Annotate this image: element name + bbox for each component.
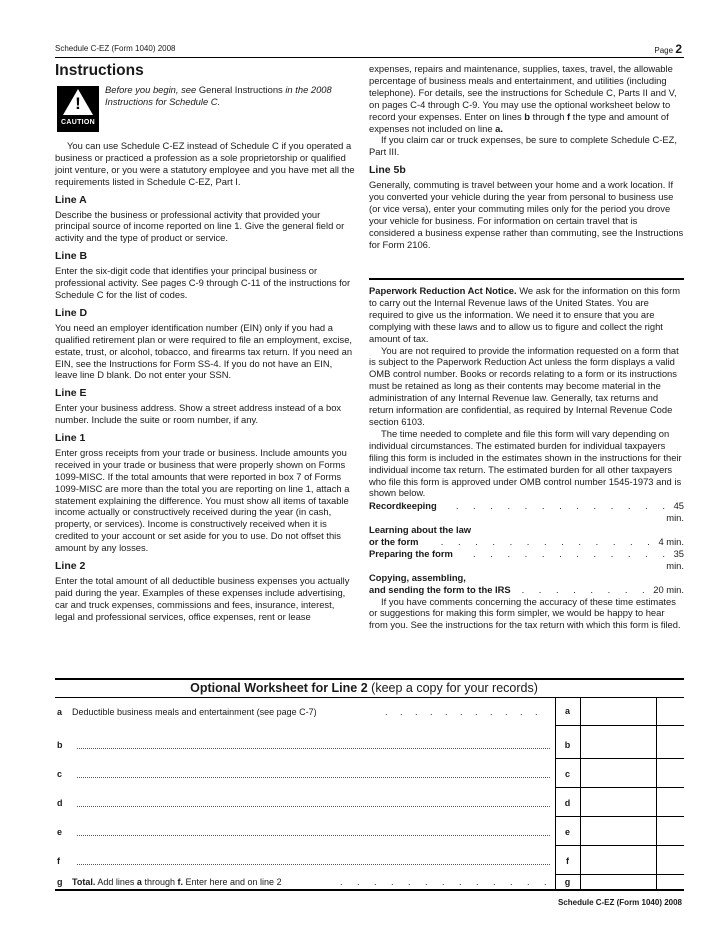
paperwork-text-1: We ask for the information on this form to carry out the Internal Revenue laws of the United States. You are required to give us the information. We need it to ensure that you are complying with these laws and to allow us to figure and collect the right amount of tax. [369,285,681,344]
description-field[interactable] [77,835,550,836]
row-g-text-1: Add lines [97,877,135,887]
burden-dots: . . . . . . . . [521,583,651,595]
line-1-text: Enter gross receipts from your trade or business. Include amounts you received in your trade or business that were properly shown on Forms 1099-MISC. If the total amounts that were reported in box 7 of Forms 1099-MISC are more than the total you are reporting on line 1, attach a statement explaining the difference. You must show all items of taxable income actually or constructively received during the year (in cash, property, or services). Income is constructively received when it is credited to your account or set aside for you to use. Do not offset this amount by any losses. [55,446,350,554]
description-field[interactable] [77,806,550,807]
burden-table [369,500,684,595]
row-a-description: Deductible business meals and entertainment (see page C-7) [72,707,317,717]
line-2-continued [369,63,684,134]
amount-field-g[interactable] [581,868,656,889]
page-label: Page [654,46,674,55]
box-label-e: e [564,827,570,837]
row-g-f: f. [177,877,183,887]
line-a-heading: Line A [55,193,87,206]
caution-icon [57,86,99,132]
description-field[interactable] [77,777,550,778]
row-rule [555,816,684,817]
row-letter: d [57,798,63,808]
burden-row [369,500,684,524]
burden-label: Recordkeeping [369,500,437,512]
row-letter: b [57,740,63,750]
burden-dots: . . . . . . . . . . . . [473,547,671,559]
line-2-cont-text: expenses, repairs and maintenance, supplies, taxes, travel, the allowable percentage of business meals and entertainment, and utilities (including telephone). For details, see the instructions for Schedule C, Parts II and V, on pages C-4 through C-9. You may use the optional worksheet below to record your expenses. Enter on lines [369,63,677,122]
paperwork-heading: Paperwork Reduction Act Notice. [369,285,517,296]
row-g-text-2: through [144,877,175,887]
amount-field-b[interactable] [581,732,656,760]
instructions-title: Instructions [55,62,144,79]
use-paragraph: You can use Schedule C-EZ instead of Schedule C if you operated a business or practiced a profession as a sole proprietorship or qualified joint venture, or you were a statutory employee and you have met all the requirements listed in Schedule C-EZ, Part I. [55,140,355,187]
left-column [55,140,355,623]
worksheet-top-rule [55,678,684,680]
burden-row [369,536,684,548]
exclamation-icon: ! [75,94,81,113]
burden-label: Learning about the law [369,524,472,536]
box-label-f: f [566,856,569,866]
burden-row [369,524,684,536]
line-d-heading: Line D [55,306,88,319]
intro-link: General Instructions [198,84,283,95]
burden-label: or the form [369,536,419,548]
intro-italic-2: in the 2008 Instructions for Schedule C. [105,84,332,107]
paperwork-divider [369,278,684,280]
line-2-heading: Line 2 [55,560,86,573]
burden-row [369,584,684,596]
line-2-cont-b: b [524,110,531,122]
burden-dots: . . . . . . . . . . . . . [440,536,656,548]
line-2-cont-through: through [532,110,565,122]
line-5b-text: Generally, commuting is travel between your home and a work location. If you converted your vehicle during the year from personal to business use (or vice versa), enter your commuting miles only for the period you drove your vehicle for business. For information on certain travel that is considered a business expense rather than commuting, see the Instructions for Form 2106. [369,179,684,250]
line-e-text: Enter your business address. Show a street address instead of a box number. Include the suite or room number, if any. [55,402,342,426]
worksheet-title-rest: (keep a copy for your records) [371,681,538,695]
line-b-text: Enter the six-digit code that identifies your principal business or professional activity. See pages C-9 through C-11 of the instructions for Schedule C for the list of codes. [55,265,351,300]
line-1-heading: Line 1 [55,432,86,445]
paperwork-text-4: If you have comments concerning the accuracy of these time estimates or suggestions for making this form simpler, we would be happy to hear from you. See the instructions for the tax return with which this form is filed. [369,595,681,631]
row-letter: g [57,877,63,887]
paperwork-text-3: The time needed to complete and file this form will vary depending on individual circumstances. The estimated burden for individual taxpayers filing this form is included in the estimates shown in the instructions for their individual income tax return. The estimated burden for all other taxpayers who file this form is approved under OMB control number 1545-1973 and is shown below. [369,427,682,499]
paperwork-text-2: You are not required to provide the information requested on a form that is subject to the Paperwork Reduction Act unless the form displays a valid OMB control number. Books or records relating to a form or its instructions must be retained as long as their contents may become material in the administration of any Internal Revenue law. Generally, tax returns and return information are confidential, as required by Internal Revenue Code section 6103. [369,344,679,427]
burden-value [437,500,684,524]
worksheet-title-rule [55,697,684,698]
header-rule [55,57,684,58]
line-b-heading: Line B [55,250,88,263]
burden-label: Preparing the form [369,547,453,559]
row-letter: f [57,856,60,866]
line-5b-heading: Line 5b [369,164,406,177]
row-rule [555,758,684,759]
burden-minutes: 4 min. [658,536,684,548]
line-2-cont-text-2: the type and amount of expenses not included on line [369,110,669,134]
row-g-total: Total. [72,877,96,887]
car-expenses-text: If you claim car or truck expenses, be sure to complete Schedule C-EZ, Part III. [369,134,677,158]
paperwork-notice [369,285,684,631]
row-rule [555,787,684,788]
intro-italic-1: Before you begin, see [105,84,197,95]
burden-dots: . . . . . . . . . . . . . [455,500,671,512]
box-label-c: c [564,769,570,779]
burden-label: and sending the form to the IRS [369,583,511,595]
worksheet-title-bold: Optional Worksheet for Line 2 [190,681,368,695]
description-field[interactable] [77,748,550,749]
amount-field-a[interactable] [581,699,656,725]
form-header-name: Schedule C-EZ (Form 1040) 2008 [55,44,176,53]
burden-row [369,572,684,584]
caution-label: CAUTION [61,119,95,126]
burden-value [511,584,684,596]
page-number: 2 [675,42,682,56]
box-label-b: b [564,740,571,750]
worksheet-title [0,681,728,695]
line-2-cont-f: f [567,110,571,122]
row-a-dots: . . . . . . . . . . . [385,707,543,717]
burden-minutes: 20 min. [653,583,684,595]
burden-value [418,536,684,548]
line-d-text: You need an employer identification number (EIN) only if you had a qualified retirement plan or were required to file an employment, excise, estate, trust, or alcohol, tobacco, and firearms tax return. If you need an EIN, see the Instructions for Form SS-4. If you do not have an EIN, leave line D blank. Do not enter your SSN. [55,321,353,381]
line-2-cont-a: a. [495,122,503,134]
row-letter: c [57,769,63,779]
burden-minutes: 35 min. [666,547,684,571]
amount-field-d[interactable] [581,790,656,818]
burden-value [453,548,684,572]
right-column-top [369,63,684,251]
amount-field-e[interactable] [581,819,656,847]
amount-field-c[interactable] [581,761,656,789]
box-label-d: d [564,798,571,808]
row-letter: a [57,707,63,717]
caution-intro [105,84,350,108]
burden-minutes: 45 min. [666,500,684,524]
footer-form-name: Schedule C-EZ (Form 1040) 2008 [557,898,682,907]
box-label-a: a [564,706,570,716]
burden-label: Copying, assembling, [369,571,466,583]
box-label-g: g [564,877,571,887]
line-a-text: Describe the business or professional activity that provided your principal source of income reported on line 1. Give the general field or activity and the type of product or service. [55,208,345,244]
paperwork-paragraph-1 [369,285,684,345]
description-field[interactable] [77,864,550,865]
row-g-a: a [136,877,142,887]
page-indicator [654,42,682,56]
row-letter: e [57,827,63,837]
row-g-dots: . . . . . . . . . . . . . [340,877,553,887]
row-g-text-3: Enter here and on line 2 [185,877,282,887]
row-rule [555,725,684,726]
row-g-description [72,877,282,887]
worksheet-bottom-rule [55,889,684,891]
burden-row [369,548,684,572]
line-2-text: Enter the total amount of all deductible business expenses you actually paid during the year. Examples of these expenses include advertising, car and truck expenses, commissions and fees, insurance, interest, legal and professional services, office expenses, rent or lease [55,575,350,622]
row-rule [555,845,684,846]
line-e-heading: Line E [55,387,87,400]
